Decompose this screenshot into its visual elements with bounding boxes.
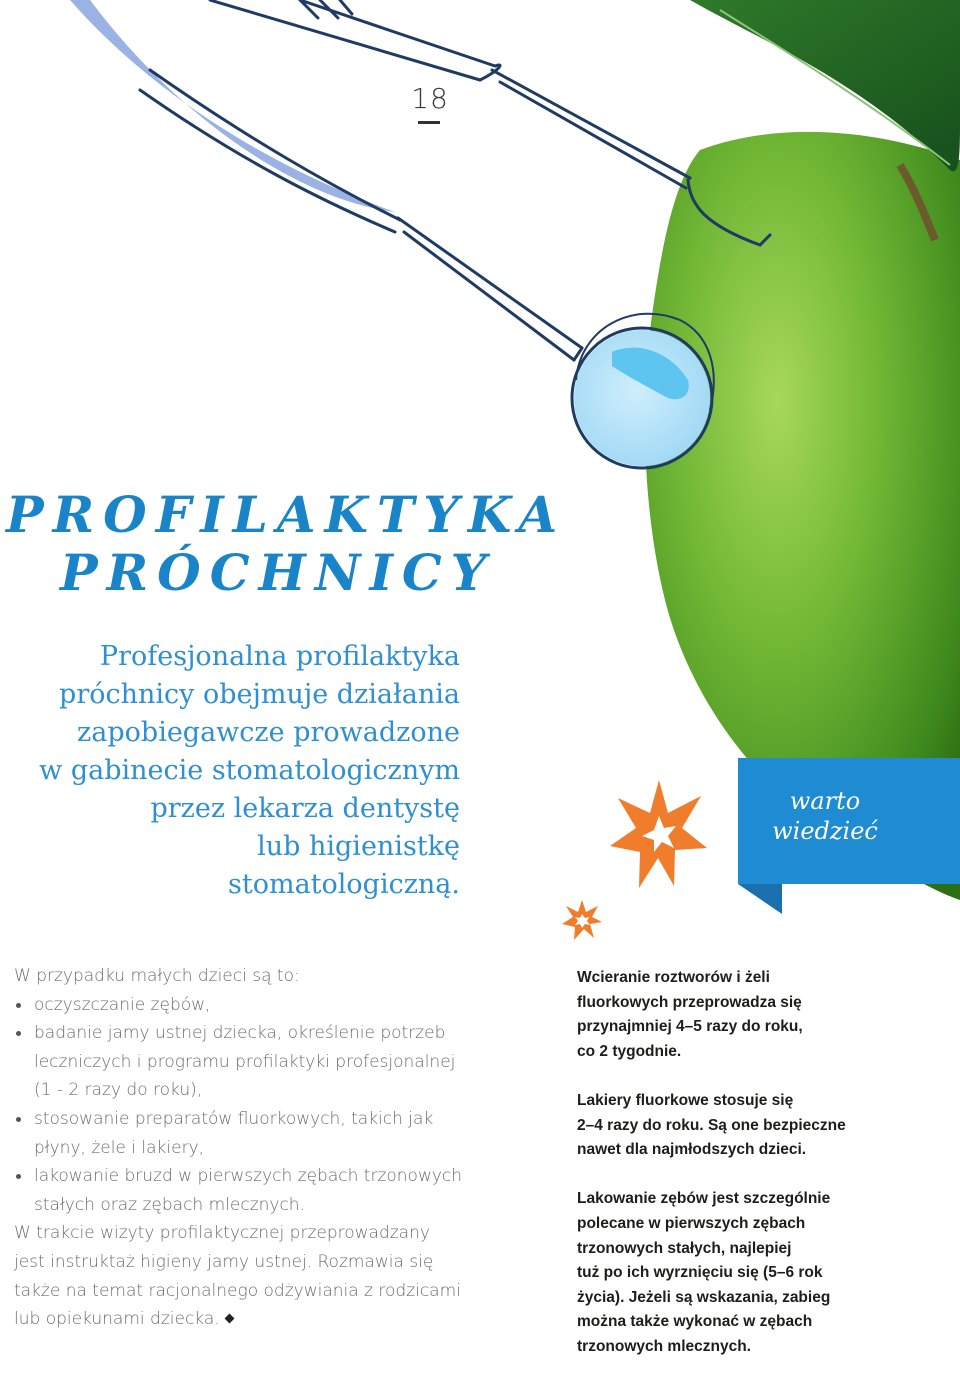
list-item: badanie jamy ustnej dziecka, określenie potrzeb leczniczych i programu profilaktyki profesjonalnej (1 - 2 razy do roku), <box>14 1019 464 1105</box>
lead-line: próchnicy obejmuje działania <box>59 679 460 710</box>
small-star-icon <box>560 898 604 942</box>
body-column <box>14 962 464 1334</box>
info-line: co 2 tygodnie. <box>577 1042 682 1060</box>
page-number-rule <box>418 121 440 124</box>
star-burst-icon <box>604 768 714 898</box>
info-line: trzonowych mlecznych. <box>577 1337 751 1355</box>
info-line: polecane w pierwszych zębach <box>577 1214 806 1232</box>
body-closing <box>14 1219 464 1333</box>
body-bullet-list <box>14 991 464 1220</box>
body-closing-text: W trakcie wizyty profilaktycznej przeprowadzany jest instruktaż higieny jamy ustnej. Rozmawia się także na temat racjonalnego odżywiania z rodzicami lub opiekunami dziecka. <box>14 1223 461 1330</box>
info-line: trzonowych stałych, najlepiej <box>577 1239 792 1257</box>
lead-line: Profesjonalna profilaktyka <box>99 641 460 672</box>
info-paragraph-1 <box>577 966 947 1064</box>
title-line-2: PRÓCHNICY <box>60 543 496 602</box>
info-line: Lakiery fluorkowe stosuje się <box>577 1091 794 1109</box>
lead-line: lub higienistkę stomatologiczną. <box>228 831 460 900</box>
lead-line: w gabinecie stomatologicznym <box>39 755 460 786</box>
info-line: fluorkowych przeprowadza się <box>577 993 802 1011</box>
lead-paragraph <box>20 638 460 904</box>
page-title <box>6 486 566 602</box>
info-line: 2–4 razy do roku. Są one bezpieczne <box>577 1116 846 1134</box>
list-item: stosowanie preparatów fluorkowych, takich jak płyny, żele i lakiery, <box>14 1105 464 1162</box>
info-line: tuż po ich wyrznięciu się (5–6 rok <box>577 1264 823 1282</box>
info-column <box>577 966 947 1384</box>
badge-label <box>738 786 912 846</box>
lead-line: przez lekarza dentystę <box>150 793 460 824</box>
list-item: oczyszczanie zębów, <box>14 991 464 1020</box>
badge-fold <box>738 884 784 916</box>
title-line-1: PROFILAKTYKA <box>6 485 567 544</box>
badge-label-line-1: warto <box>789 787 861 815</box>
info-line: można także wykonać w zębach <box>577 1313 813 1331</box>
info-line: Lakowanie zębów jest szczególnie <box>577 1190 831 1208</box>
info-paragraph-3 <box>577 1187 947 1359</box>
info-paragraph-2 <box>577 1089 947 1163</box>
info-line: przynajmniej 4–5 razy do roku, <box>577 1018 803 1036</box>
page-number: 18 <box>411 82 449 115</box>
end-mark-icon <box>224 1314 234 1324</box>
lead-line: zapobiegawcze prowadzone <box>77 717 460 748</box>
badge-label-line-2: wiedzieć <box>772 817 878 845</box>
info-line: Wcieranie roztworów i żeli <box>577 969 770 986</box>
body-intro: W przypadku małych dzieci są to: <box>14 966 300 986</box>
info-line: życia). Jeżeli są wskazania, zabieg <box>577 1288 831 1306</box>
info-line: nawet dla najmłodszych dzieci. <box>577 1141 807 1159</box>
list-item: lakowanie bruzd w pierwszych zębach trzonowych stałych oraz zębach mlecznych. <box>14 1162 464 1219</box>
